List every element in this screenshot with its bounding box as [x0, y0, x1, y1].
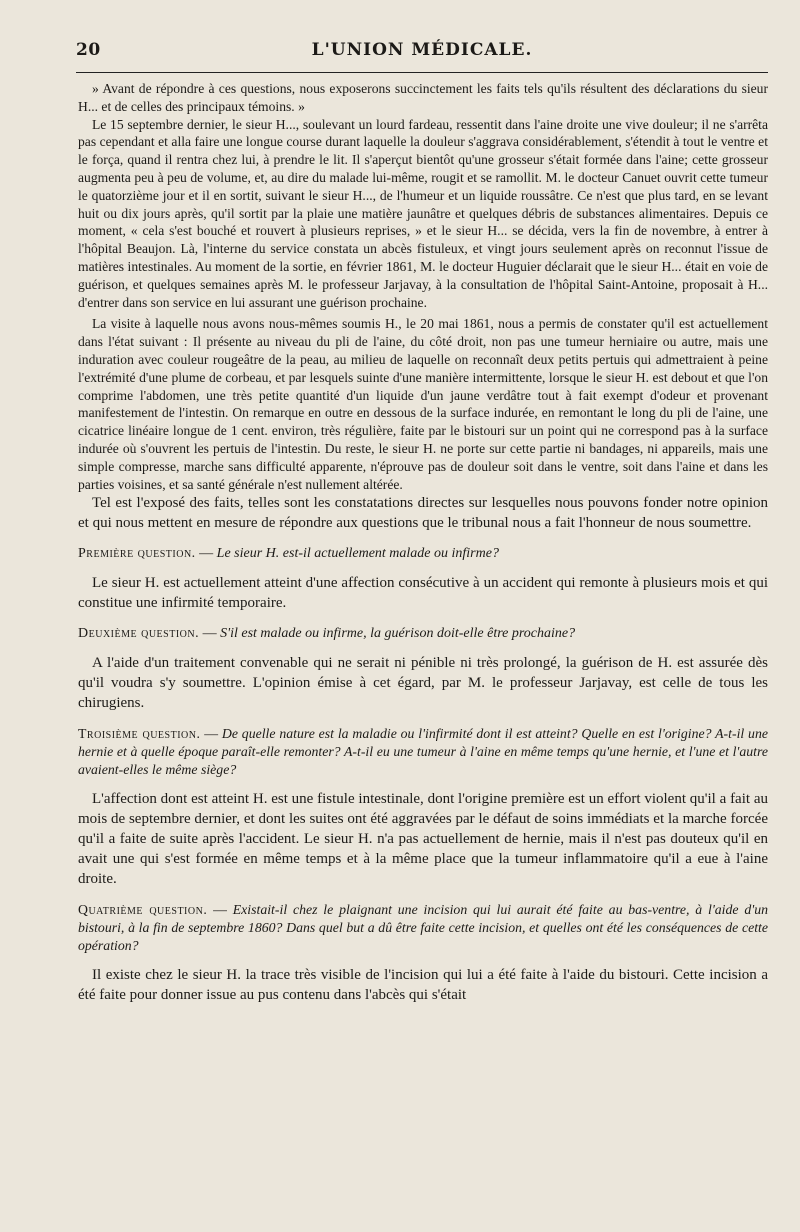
page-number: 20 [76, 40, 101, 60]
document-body [78, 80, 768, 1005]
question-2-dash: — [202, 626, 217, 642]
question-1-dash: — [199, 546, 214, 562]
question-1-label: Première question. [78, 546, 196, 562]
question-1-text: Le sieur H. est-il actuellement malade ou infirme? [216, 546, 499, 562]
question-3-dash: — [204, 726, 219, 742]
question-4-dash: — [213, 902, 227, 918]
question-3-label: Troisième question. [78, 726, 201, 742]
question-4-text: Existait-il chez le plaignant une incision qui lui aurait été faite au bas-ventre, à l'aide d'un bistouri, à la fin de septembre 1860? Dans quel but a dû être faite cette incision, et quelles ont été les conséquences de cette opération? [78, 902, 768, 954]
paragraph-intro: » Avant de répondre à ces questions, nous exposerons succinctement les faits tels qu'ils résultent des déclarations du sieur H... et de celles des principaux témoins. » [78, 81, 768, 114]
page-header [76, 40, 768, 64]
paragraph-examination: La visite à laquelle nous avons nous-mêmes soumis H., le 20 mai 1861, nous a permis de constater qu'il est actuellement dans l'état suivant : Il présente au niveau du pli de l'aine, du côté droit, non pas une tumeur herniaire ou autre, mais une induration avec couleur rougeâtre de la peau, au milieu de laquelle on reconnaît deux petits pertuis qui admettraient à peine l'extrémité d'une plume de corbeau, et par lesquels suinte d'une manière intermittente, lorsque le sieur H. est debout et que l'on comprime l'abdomen, une très petite quantité d'un liquide d'un jaune verdâtre tout à fait exempt d'odeur et provenant manifestement de l'intestin. On remarque en outre en dessous de la surface indurée, en remontant le long du pli de l'aine, une cicatrice linéaire longue de 1 cent. environ, très régulière, faite par le bistouri sur un point qui ne correspond pas à la surface indurée où s'ouvrent les pertuis de l'intestin. Du reste, le sieur H. ne porte sur cette partie ni bandages, ni appareils, mais une simple compresse, marche sans difficulté apparente, n'éprouve pas de douleur soit dans le ventre, soit dans l'aine et dans les parties voisines, et sa santé générale n'est nullement altérée. [78, 316, 768, 492]
question-3-text: De quelle nature est la maladie ou l'infirmité dont il est atteint? Quelle en est l'origine? A-t-il une hernie et à quelle époque paraît-elle remonter? A-t-il eu une tumeur à l'aine en même temps qu'une hernie, et l'une et l'autre avaient-elles le même siège? [78, 726, 768, 778]
answer-1: Le sieur H. est actuellement atteint d'une affection consécutive à un accident qui remonte à plusieurs mois et qui constitue une infirmité temporaire. [78, 575, 768, 612]
answer-2: A l'aide d'un traitement convenable qui ne serait ni pénible ni très prolongé, la guérison de H. est assurée dès qu'il voudra s'y soumettre. L'opinion émise à cet égard, par M. le professeur Jarjavay, est celle de tous les chirugiens. [78, 655, 768, 712]
question-1 [78, 545, 768, 563]
question-4-label: Quatrième question. [78, 902, 208, 918]
question-3 [78, 725, 768, 779]
answer-3: L'affection dont est atteint H. est une fistule intestinale, dont l'origine première est un effort violent qu'il a fait au mois de septembre dernier, et dont les suites ont été aggravées par le défaut de soins immédiats et la marche forcée qu'il a faite de suite après l'accident. Le sieur H. n'a pas actuellement de hernie, mais il n'est pas douteux qu'il en avait une qui s'est formée en même temps et à la même place que la tumeur inflammatoire qu'il a eue à l'aine droite. [78, 791, 768, 888]
question-2-text: S'il est malade ou infirme, la guérison doit-elle être prochaine? [220, 626, 576, 642]
paragraph-summary: Tel est l'exposé des faits, telles sont les constatations directes sur lesquelles nous pouvons fonder notre opinion et qui nous mettent en mesure de répondre aux questions que le tribunal nous a fait l'honneur de nous soumettre. [78, 495, 768, 532]
paragraph-facts: Le 15 septembre dernier, le sieur H..., soulevant un lourd fardeau, ressentit dans l'aine droite une vive douleur; il ne s'arrêta pas cependant et alla faire une longue course durant laquelle la douleur s'aggrava considérablement, s'étendit à tout le ventre et le força, quand il rentra chez lui, à prendre le lit. Il s'aperçut bientôt qu'une grosseur s'était formée dans l'aine; cette grosseur augmenta peu à peu de volume, et, au dire du malade lui-même, rougit et se ramollit. M. le docteur Canuet ouvrit cette tumeur le quatorzième jour et il en sortit, suivant le sieur H..., de l'humeur et un liquide roussâtre. Ce n'est que plus tard, en se levant huit ou dix jours après, qu'il sortit par la plaie une matière jaunâtre et quelques débris de substances alimentaires. Depuis ce moment, « cela s'est bouché et rouvert à plusieurs reprises, » et le sieur H... se décida, vers la fin de novembre, à entrer à l'hôpital Beaujon. Là, l'interne du service constata un abcès fistuleux, et vingt jours seulement après on reconnut l'issue de matières intestinales. Au moment de la sortie, en février 1861, M. le docteur Huguier déclarait que le sieur H... était en voie de guérison, et quelques semaines après M. le professeur Jarjavay, à la consultation de l'hôpital Saint-Antoine, proposait à H... d'entrer dans son service en lui assurant une guérison prochaine. [78, 116, 768, 310]
answer-4: Il existe chez le sieur H. la trace très visible de l'incision qui lui a été faite à l'aide du bistouri. Cette incision a été faite pour donner issue au pus contenu dans l'abcès qui s'était [78, 967, 768, 1004]
question-2-label: Deuxième question. [78, 626, 200, 642]
question-2 [78, 625, 768, 643]
header-rule [76, 72, 768, 73]
question-4 [78, 901, 768, 955]
running-title: L'UNION MÉDICALE. [311, 40, 533, 60]
